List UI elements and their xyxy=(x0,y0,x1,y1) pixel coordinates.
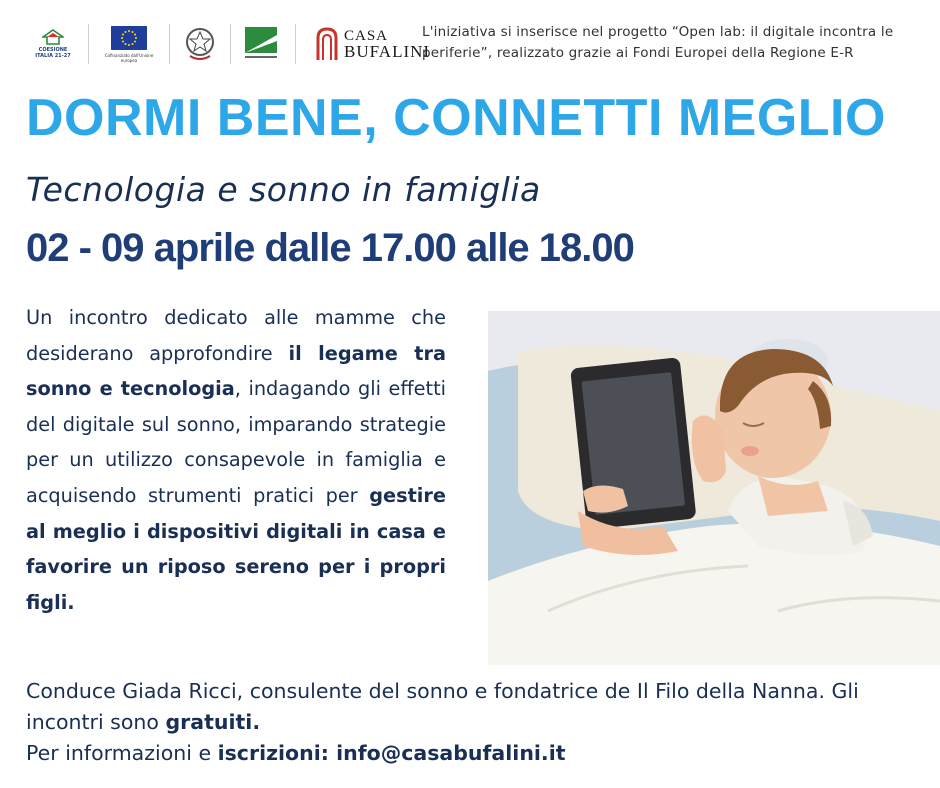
description-part-1: Un incontro dedicato alle mamme che desiderano approfondire xyxy=(26,306,446,365)
eu-flag-icon xyxy=(111,26,147,50)
footer-info xyxy=(26,676,926,769)
casa-bufalini-arch-icon xyxy=(314,26,340,62)
casa-bufalini-logo xyxy=(314,26,430,62)
coesione-text: COESIONE ITALIA 21-27 xyxy=(35,47,71,59)
casa-text-line2: BUFALINI xyxy=(344,42,431,61)
eu-logo xyxy=(101,26,157,63)
intro-text: L'iniziativa si inserisce nel progetto “Open lab: il digitale incontra le periferie”, realizzato grazie ai Fondi Europei della Regione E-R xyxy=(422,24,894,61)
description-highlight-1: il legame tra sonno e tecnologia xyxy=(26,341,446,401)
regione-emilia-romagna-logo-icon xyxy=(243,25,283,63)
footer-free-label: gratuiti. xyxy=(165,710,261,734)
logo-divider xyxy=(88,24,89,64)
event-description xyxy=(26,300,446,620)
event-date: 02 - 09 aprile dalle 17.00 alle 18.00 xyxy=(26,226,634,270)
coesione-italia-logo xyxy=(30,23,76,65)
page-title: DORMI BENE, CONNETTI MEGLIO xyxy=(26,89,886,147)
registration-email-link[interactable]: iscrizioni: info@casabufalini.it xyxy=(217,741,566,765)
logo-divider xyxy=(169,24,170,64)
footer-line-1 xyxy=(26,676,926,738)
coesione-mark-icon xyxy=(42,29,64,45)
logo-divider xyxy=(295,24,296,64)
footer-line-2 xyxy=(26,738,926,769)
footer-text-1: Conduce Giada Ricci, consulente del sonno e fondatrice de Il Filo della Nanna. Gli incontri sono xyxy=(26,679,859,734)
italian-republic-emblem-icon xyxy=(182,24,218,64)
footer-text-2: Per informazioni e xyxy=(26,741,218,765)
logo-divider xyxy=(230,24,231,64)
page-subtitle: Tecnologia e sonno in famiglia xyxy=(26,170,541,209)
description-highlight-2: gestire al meglio i dispositivi digitali in casa e favorire un riposo sereno per i propri figli. xyxy=(26,483,446,614)
sleeping-child-photo xyxy=(488,311,940,665)
partner-logos xyxy=(30,22,430,66)
description-part-2: , indagando gli effetti del digitale sul sonno, imparando strategie per un utilizzo consapevole in famiglia e acquisendo strumenti pratici per xyxy=(26,377,446,507)
casa-text-line1: CASA xyxy=(344,28,389,44)
eu-text: Cofinanziato dall'Unione europea xyxy=(104,52,154,63)
